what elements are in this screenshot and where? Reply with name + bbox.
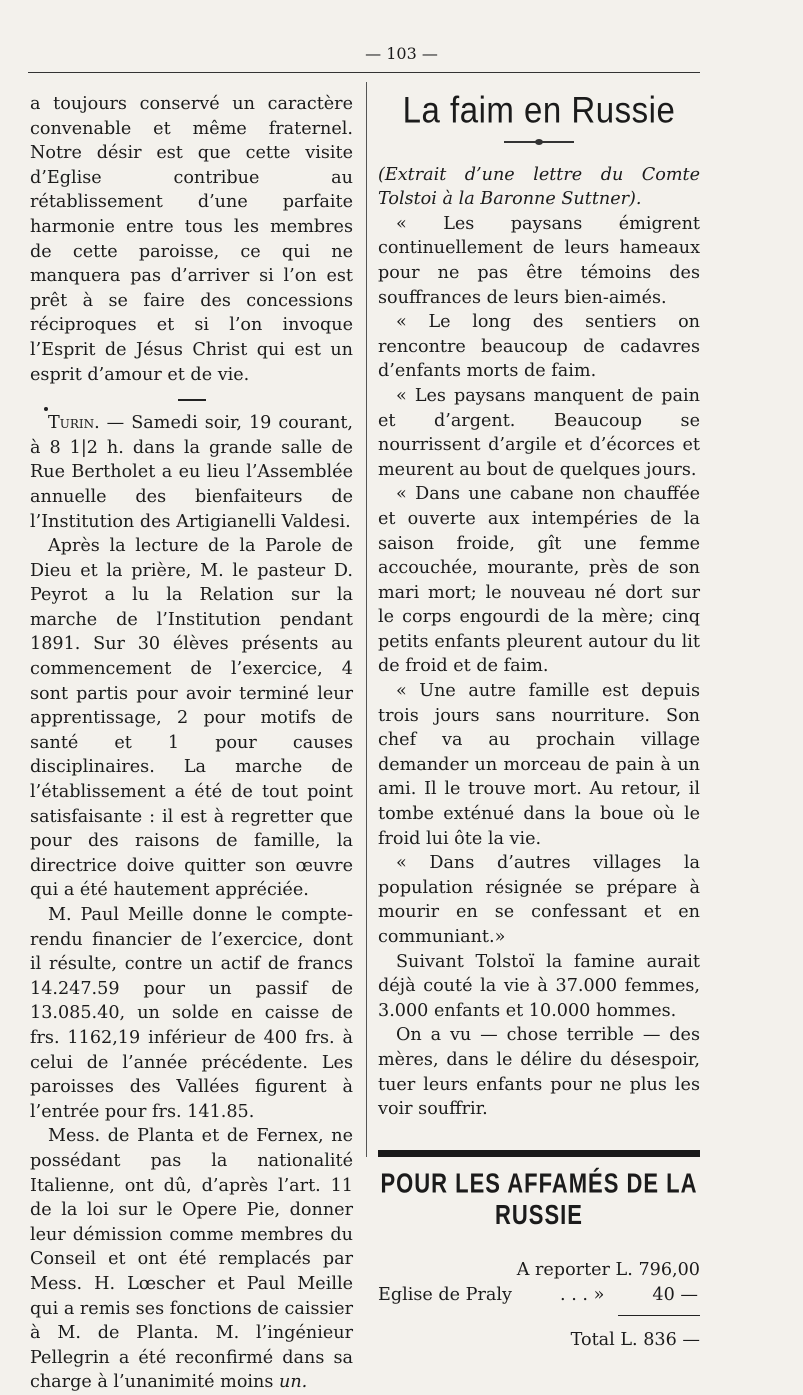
fund-rule bbox=[378, 1150, 700, 1157]
carry-over-line bbox=[378, 1258, 700, 1283]
total-rule bbox=[618, 1315, 700, 1316]
header-rule bbox=[28, 72, 700, 73]
article-title: La faim en Russie bbox=[402, 88, 676, 131]
left-column bbox=[30, 92, 353, 1395]
paragraph-turin bbox=[30, 411, 353, 534]
article-subtitle: (Extrait d’une lettre du Comte Tolstoi à la Baronne Suttner). bbox=[378, 164, 700, 210]
fund-title: POUR LES AFFAMÉS DE LA RUSSIE bbox=[380, 1167, 698, 1230]
donor-name: Eglise de Praly bbox=[378, 1284, 512, 1305]
paragraph-conclusion: On a vu — chose terrible — des mères, dans le délire du désespoir, tuer leurs enfants pour ne plus les voir souffrir. bbox=[378, 1025, 700, 1120]
title-ornament bbox=[504, 141, 574, 143]
quote-paragraph: « Les paysans manquent de pain et d’argent. Beaucoup se nourrissent d’argile et d’écorces et meurent au bout de quelques jours. bbox=[378, 385, 700, 480]
quote-paragraph: « Une autre famille est depuis trois jours sans nourriture. Son chef va au prochain village demander un morceau de pain à un ami. Il le trouve mort. Au retour, il tombe exténué dans la boue où le froid lui ôte la vie. bbox=[378, 681, 700, 849]
paragraph-visit: a toujours conservé un caractère convenable et même fraternel. Notre désir est que cette visite d’Eglise contribue au rétablissement d’une parfaite harmonie entre tous les membres de cette paroisse, ce qui ne manquera pas d’arriver si l’on est prêt à se faire des concessions réciproques et si l’on invoque l’Esprit de Jésus Christ qui est un esprit d’amour et de vie. bbox=[30, 94, 353, 385]
council-text: Mess. de Planta et de Fernex, ne possédant pas la nationalité Italienne, ont dû, d’après l’art. 11 de la loi sur le Opere Pie, donner leur démission comme membres du Conseil et ont été remplacés par Mess. H. Lœscher et Paul Meille qui a remis ses fonctions de caissier à M. de Planta. M. l’ingénieur Pellegrin a été reconfirmé dans sa charge à l’unanimité moins bbox=[30, 1126, 353, 1393]
donor-leader: . . . » bbox=[560, 1284, 605, 1305]
column-divider bbox=[366, 82, 367, 1157]
page-number: — 103 — bbox=[365, 44, 438, 63]
paragraph-relation: Après la lecture de la Parole de Dieu et la prière, M. le pasteur D. Peyrot a lu la Relation sur la marche de l’Institution pendant 1891. Sur 30 élèves présents au commencement de l’exercice, 4 sont partis pour avoir terminé leur apprentissage, 2 pour motifs de santé et 1 pour causes disciplinaires. La marche de l’établissement a été de tout point satisfaisante : il est à regretter que pour des raisons de famille, la directrice doive quitter son œuvre qui a été hautement appréciée. bbox=[30, 536, 353, 901]
council-emphasis: un. bbox=[279, 1372, 308, 1393]
paragraph-council bbox=[30, 1124, 353, 1395]
carry-over-amount: 796,00 bbox=[638, 1259, 700, 1280]
total-line: Total L. 836 — bbox=[570, 1330, 700, 1351]
donation-row bbox=[378, 1283, 700, 1308]
quote-paragraph: « Dans d’autres villages la population résignée se prépare à mourir en se confessant et en communiant.» bbox=[378, 853, 700, 947]
quote-paragraph: « Les paysans émigrent continuellement de leurs hameaux pour ne pas être témoins des souffrances de leurs bien-aimés. bbox=[378, 213, 700, 308]
city-name: Turin. bbox=[48, 413, 100, 434]
paragraph-statistics: Suivant Tolstoï la famine aurait déjà couté la vie à 37.000 femmes, 3.000 enfants et 10.000 hommes. bbox=[378, 951, 700, 1021]
quote-paragraph: « Dans une cabane non chauffée et ouverte aux intempéries de la saison froide, gît une femme accouchée, mourante, près de son mari mort; le nouveau né dort sur le corps engourdi de la mère; cinq petits enfants pleurent autour du lit de froid et de faim. bbox=[378, 484, 700, 677]
quote-paragraph: « Le long des sentiers on rencontre beaucoup de cadavres d’enfants morts de faim. bbox=[378, 312, 700, 382]
section-separator bbox=[178, 399, 206, 401]
paragraph-finance: M. Paul Meille donne le compte-rendu financier de l’exercice, dont il résulte, contre un actif de francs 14.247.59 pour un passif de 13.085.40, un solde en caisse de frs. 1162,19 inférieur de 400 frs. à celui de l’année précédente. Les paroisses des Vallées figurent à l’entrée pour frs. 141.85. bbox=[30, 905, 353, 1122]
right-column bbox=[378, 88, 700, 1353]
donor-amount: 40 — bbox=[652, 1284, 698, 1305]
carry-over-label: A reporter L. bbox=[516, 1259, 633, 1280]
turin-text: — Samedi soir, 19 courant, à 8 1|2 h. dans la grande salle de Rue Bertholet a eu lieu l’Assemblée annuelle des bienfaiteurs de l’Institution des Artigianelli Valdesi. bbox=[30, 413, 353, 532]
